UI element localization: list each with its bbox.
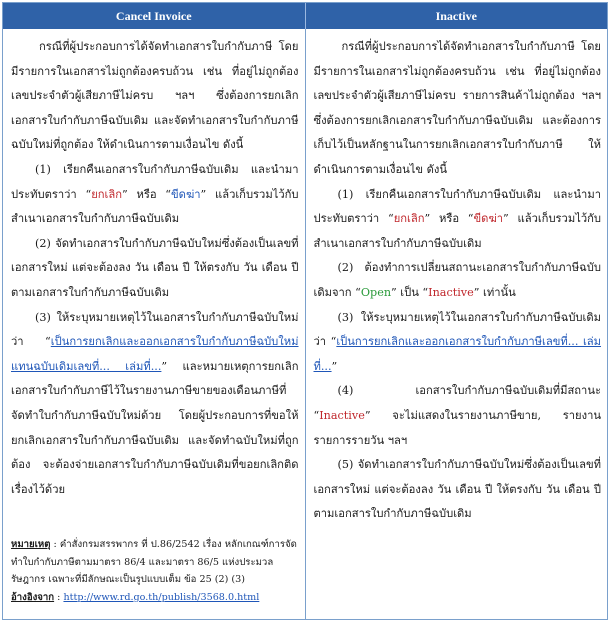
step-text: ” แล้วเก็บรวมไว้กับสำเนาเอกสารใบกำกับภาษีฉบับเดิม bbox=[11, 187, 299, 226]
step-text: ” หรือ “ bbox=[121, 187, 172, 201]
strike-word: ขีดฆ่า bbox=[171, 187, 201, 201]
strike-word: ขีดฆ่า bbox=[473, 212, 504, 226]
cancel-step-2: (2) จัดทำเอกสารใบกำกับภาษีฉบับใหม่ซึ่งต้องเป็นเลขที่เอกสารใหม่ แต่จะต้องลง วัน เดือน ปี ให้ตรงกับ วัน เดือน ปี ตามเอกสารใบกำกับภาษีฉบับเดิม bbox=[11, 236, 299, 299]
step-text: (2) ต้องทำการเปลี่ยนสถานะเอกสารใบกำกับภาษีฉบับเดิมจาก “ bbox=[313, 261, 601, 299]
step-text: ” เป็น “ bbox=[391, 285, 429, 299]
step-text: ” และหมายเหตุการยกเลิกเอกสารใบกำกับภาษีไว้ในรายงานภาษีขายของเดือนภาษีที่จัดทำใบกำกับภาษีฉบับใหม่ด้วย โดยผู้ประกอบการที่ขอให้ยกเลิกเอกสารใบกำกับภาษีฉบับเดิม และจัดทำฉบับใหม่ที่ถูกต้อง จะต้องจ่ายเอกสารใบกำกับภาษีฉบับเดิมที่ขอยกเลิกติดเรื่องไว้ด้วย bbox=[11, 359, 299, 496]
step-text: ” หรือ “ bbox=[424, 212, 474, 226]
table-header bbox=[3, 3, 607, 29]
step-text: (4) เอกสารใบกำกับภาษีฉบับเดิมที่มีสถานะ “ bbox=[313, 384, 601, 422]
header-inactive: Inactive bbox=[305, 3, 608, 29]
reference-label: อ้างอิงจาก bbox=[11, 591, 55, 603]
step-text: ” bbox=[331, 359, 338, 373]
inactive-intro: กรณีที่ผู้ประกอบการได้จัดทำเอกสารใบกำกับภาษี โดยมีรายการในเอกสารไม่ถูกต้องครบถ้วน เช่น ที่อยู่ไม่ถูกต้อง เลขประจำตัวผู้เสียภาษีไม่ครบ รายการสินค้าไม่ถูกต้อง ฯลฯ ซึ่งต้องการยกเลิกเอกสารใบกำกับภาษีฉบับเดิม และต้องการเก็บไว้เป็นหลักฐานในการยกเลิกเอกสารใบกำกับภาษี ให้ดำเนินการตามเงื่อนไข ดังนี้ bbox=[313, 40, 601, 176]
inactive-step-5: (5) จัดทำเอกสารใบกำกับภาษีฉบับใหม่ซึ่งต้องเป็นเลขที่เอกสารใหม่ แต่จะต้องลง วัน เดือน ปี ให้ตรงกับ วัน เดือน ปี ตามเอกสารใบกำกับภาษีฉบับเดิม bbox=[313, 458, 601, 521]
step-text: (3) ให้ระบุหมายเหตุไว้ในเอกสารใบกำกับภาษีฉบับเดิมว่า “ bbox=[313, 310, 601, 349]
reference-sep: : bbox=[54, 591, 64, 603]
cancel-word: ยกเลิก bbox=[393, 212, 425, 226]
cancel-step-3 bbox=[11, 306, 299, 503]
status-inactive: Inactive bbox=[428, 285, 474, 299]
inactive-step-2 bbox=[314, 256, 602, 305]
inactive-step-3 bbox=[314, 306, 602, 380]
comparison-table bbox=[2, 2, 608, 620]
cancel-intro: กรณีที่ผู้ประกอบการได้จัดทำเอกสารใบกำกับภาษี โดยมีรายการในเอกสารไม่ถูกต้องครบถ้วน เช่น ที่อยู่ไม่ถูกต้อง เลขประจำตัวผู้เสียภาษีไม่ครบ ฯลฯ ซึ่งต้องการยกเลิกเอกสารใบกำกับภาษีฉบับเดิม และจัดทำเอกสารใบกำกับภาษีฉบับใหม่ที่ถูกต้อง ให้ดำเนินการตามเงื่อนไข ดังนี้ bbox=[11, 40, 299, 152]
header-cancel-invoice: Cancel Invoice bbox=[115, 8, 192, 23]
step-text: (3) ให้ระบุหมายเหตุไว้ในเอกสารใบกำกับภาษีฉบับใหม่ว่า “ bbox=[11, 310, 299, 349]
step-text: (1) เรียกคืนเอกสารใบกำกับภาษีฉบับเดิม และนำมาประทับตราว่า “ bbox=[313, 187, 601, 226]
status-inactive: Inactive bbox=[319, 408, 365, 422]
step-text: (1) เรียกคืนเอกสารใบกำกับภาษีฉบับเดิม และนำมาประทับตราว่า “ bbox=[11, 162, 299, 201]
inactive-step-1 bbox=[314, 183, 602, 257]
note-block bbox=[11, 536, 299, 606]
remark-phrase: เป็นการยกเลิกและออกเอกสารใบกำกับภาษีเลขที่... เล่มที่... bbox=[313, 335, 601, 373]
note-text: : คำสั่งกรมสรรพากร ที่ ป.86/2542 เรื่อง หลักเกณฑ์การจัดทำใบกำกับภาษีตามมาตรา 86/4 และมาตรา 86/5 แห่งประมวลรัษฎากร เฉพาะที่มีลักษณะเป็นรูปแบบเต็ม ข้อ 25 (2) (3) bbox=[11, 539, 297, 586]
step-text: ” จะไม่แสดงในรายงานภาษีขาย, รายงานรายการรายวัน ฯลฯ bbox=[313, 408, 601, 447]
note-label: หมายเหตุ bbox=[11, 539, 51, 551]
table-body bbox=[3, 29, 607, 619]
step-text: ” แล้วเก็บรวมไว้กับสำเนาเอกสารใบกำกับภาษีฉบับเดิม bbox=[313, 212, 601, 250]
inactive-column bbox=[305, 29, 608, 619]
status-open: Open bbox=[360, 285, 392, 299]
cancel-step-1 bbox=[11, 158, 299, 232]
reference-line bbox=[11, 589, 299, 607]
reference-link[interactable]: http://www.rd.go.th/publish/3568.0.html bbox=[63, 591, 260, 603]
cancel-invoice-column bbox=[3, 29, 305, 619]
inactive-step-4 bbox=[314, 379, 602, 453]
step-text: ” เท่านั้น bbox=[473, 285, 516, 299]
remark-phrase: เป็นการยกเลิกและออกเอกสารใบกำกับภาษีฉบับใหม่แทนฉบับเดิมเลขที่... เล่มที่... bbox=[11, 335, 299, 373]
note-line bbox=[11, 536, 299, 589]
cancel-word: ยกเลิก bbox=[91, 187, 122, 201]
